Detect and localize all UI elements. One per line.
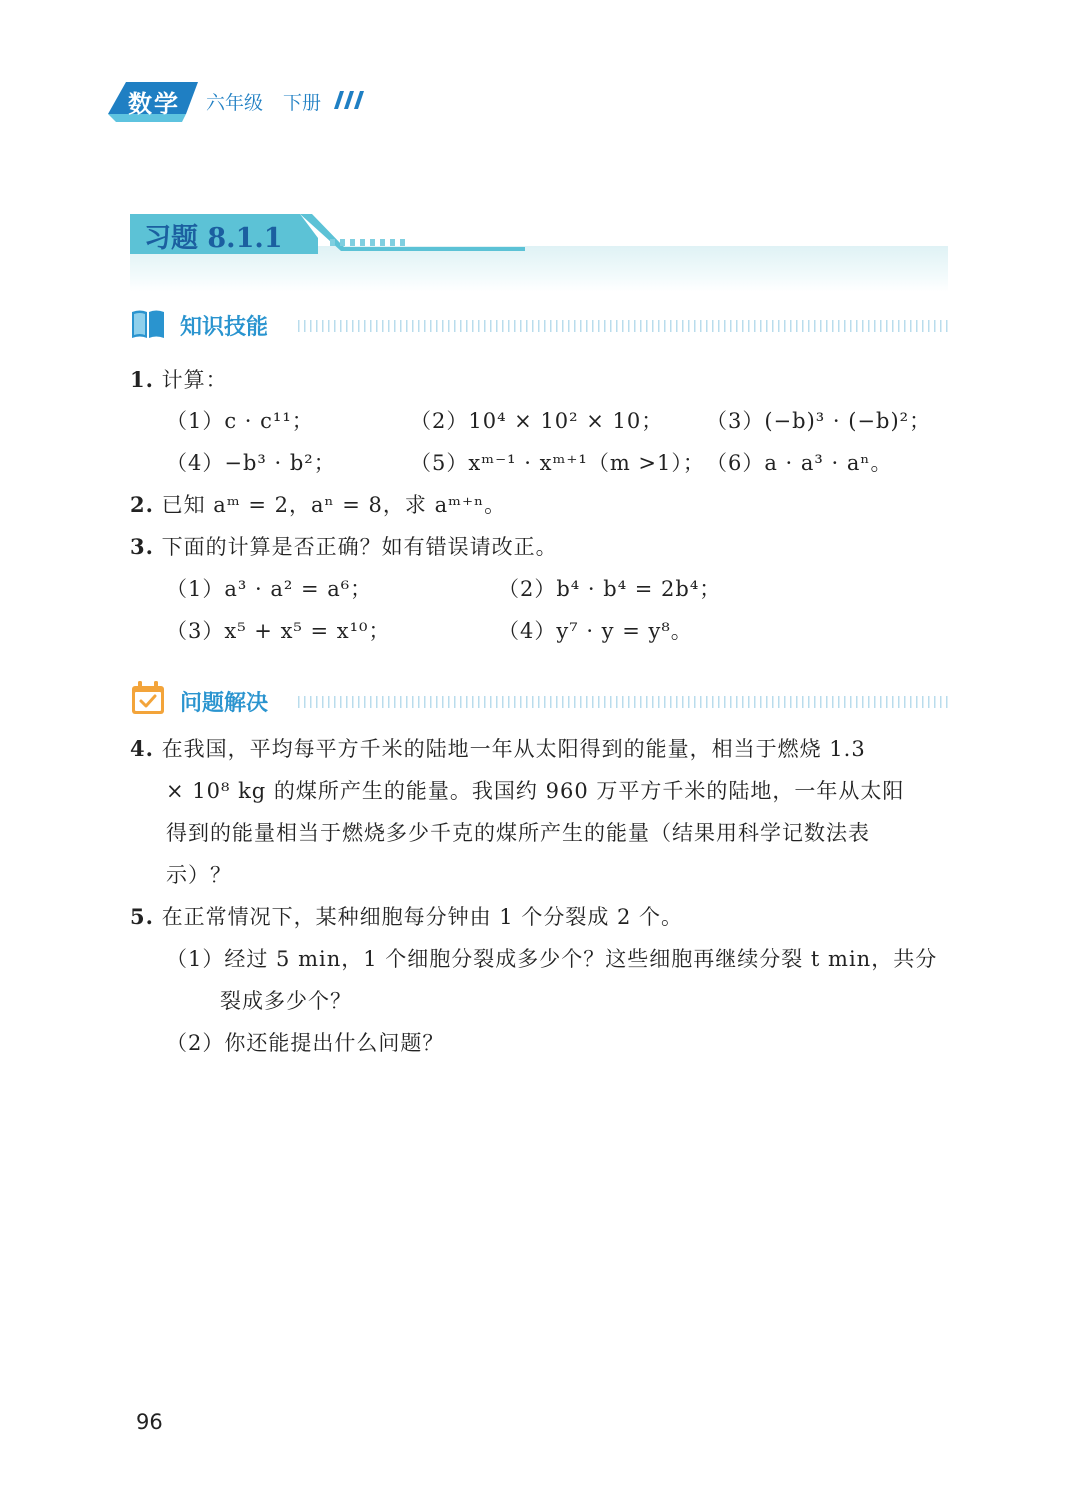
- volume-label: 下册: [283, 92, 322, 114]
- section-title-knowledge: 知识技能: [180, 315, 269, 340]
- problem-5-item-1-cont: 裂成多少个？: [220, 989, 352, 1013]
- problem-3-item-1: （1）a³ · a² = a⁶；: [166, 577, 373, 601]
- grade-label: 六年级: [206, 92, 264, 114]
- problem-3-item-3: （3）x⁵ + x⁵ = x¹⁰；: [166, 619, 391, 643]
- problem-3-item-4: （4）y⁷ · y = y⁸。: [498, 619, 693, 643]
- problem-number: 5.: [130, 904, 154, 929]
- section-title-problem: 问题解决: [180, 691, 269, 716]
- problem-number: 2.: [130, 492, 154, 517]
- problem-text: 已知 aᵐ = 2，aⁿ = 8，求 aᵐ⁺ⁿ。: [161, 493, 507, 517]
- section-divider: [298, 696, 948, 708]
- page-number: 96: [136, 1410, 163, 1434]
- section-divider: [298, 320, 948, 332]
- problem-text: 在正常情况下，某种细胞每分钟由 1 个分裂成 2 个。: [161, 905, 684, 929]
- problem-number: 4.: [130, 736, 154, 761]
- slashes-icon: [334, 91, 368, 109]
- problem-5-item-2: （2）你还能提出什么问题？: [166, 1031, 445, 1055]
- book-icon: [130, 306, 166, 342]
- problem-4-line-2: × 10⁸ kg 的煤所产生的能量。我国约 960 万平方千米的陆地，一年从太阳: [166, 779, 905, 803]
- problem-number: 3.: [130, 534, 154, 559]
- problem-3-item-2: （2）b⁴ · b⁴ = 2b⁴；: [498, 577, 722, 601]
- exercise-title: 习题 8.1.1: [144, 223, 283, 254]
- calendar-check-icon: [130, 680, 166, 716]
- problem-3: [130, 533, 558, 561]
- problem-text-line-1: 在我国，平均每平方千米的陆地一年从太阳得到的能量，相当于燃烧 1.3: [161, 737, 866, 761]
- problem-text: 下面的计算是否正确？如有错误请改正。: [161, 535, 558, 559]
- subject-label: 数学: [128, 90, 180, 118]
- problem-5: [130, 903, 683, 931]
- problem-4-line-3: 得到的能量相当于燃烧多少千克的煤所产生的能量（结果用科学记数法表: [166, 821, 870, 845]
- problem-number: 1.: [130, 367, 154, 392]
- problem-4-line-4: 示）？: [166, 863, 232, 887]
- problem-1-item-3: （3）(−b)³ · (−b)²；: [706, 409, 932, 433]
- problem-text: 计算：: [161, 368, 228, 392]
- problem-1-item-1: （1）c · c¹¹；: [166, 409, 314, 433]
- problem-1-item-6: （6）a · a³ · aⁿ。: [706, 451, 893, 475]
- problem-2: [130, 491, 506, 519]
- problem-5-item-1: （1）经过 5 min，1 个细胞分裂成多少个？这些细胞再继续分裂 t min，共分: [166, 947, 938, 971]
- problem-1: [130, 366, 228, 394]
- problem-4: [130, 735, 866, 763]
- problem-1-item-5: （5）xᵐ⁻¹ · xᵐ⁺¹（m >1）；: [410, 451, 705, 475]
- problem-1-item-4: （4）−b³ · b²；: [166, 451, 336, 475]
- problem-1-item-2: （2）10⁴ × 10² × 10；: [410, 409, 664, 433]
